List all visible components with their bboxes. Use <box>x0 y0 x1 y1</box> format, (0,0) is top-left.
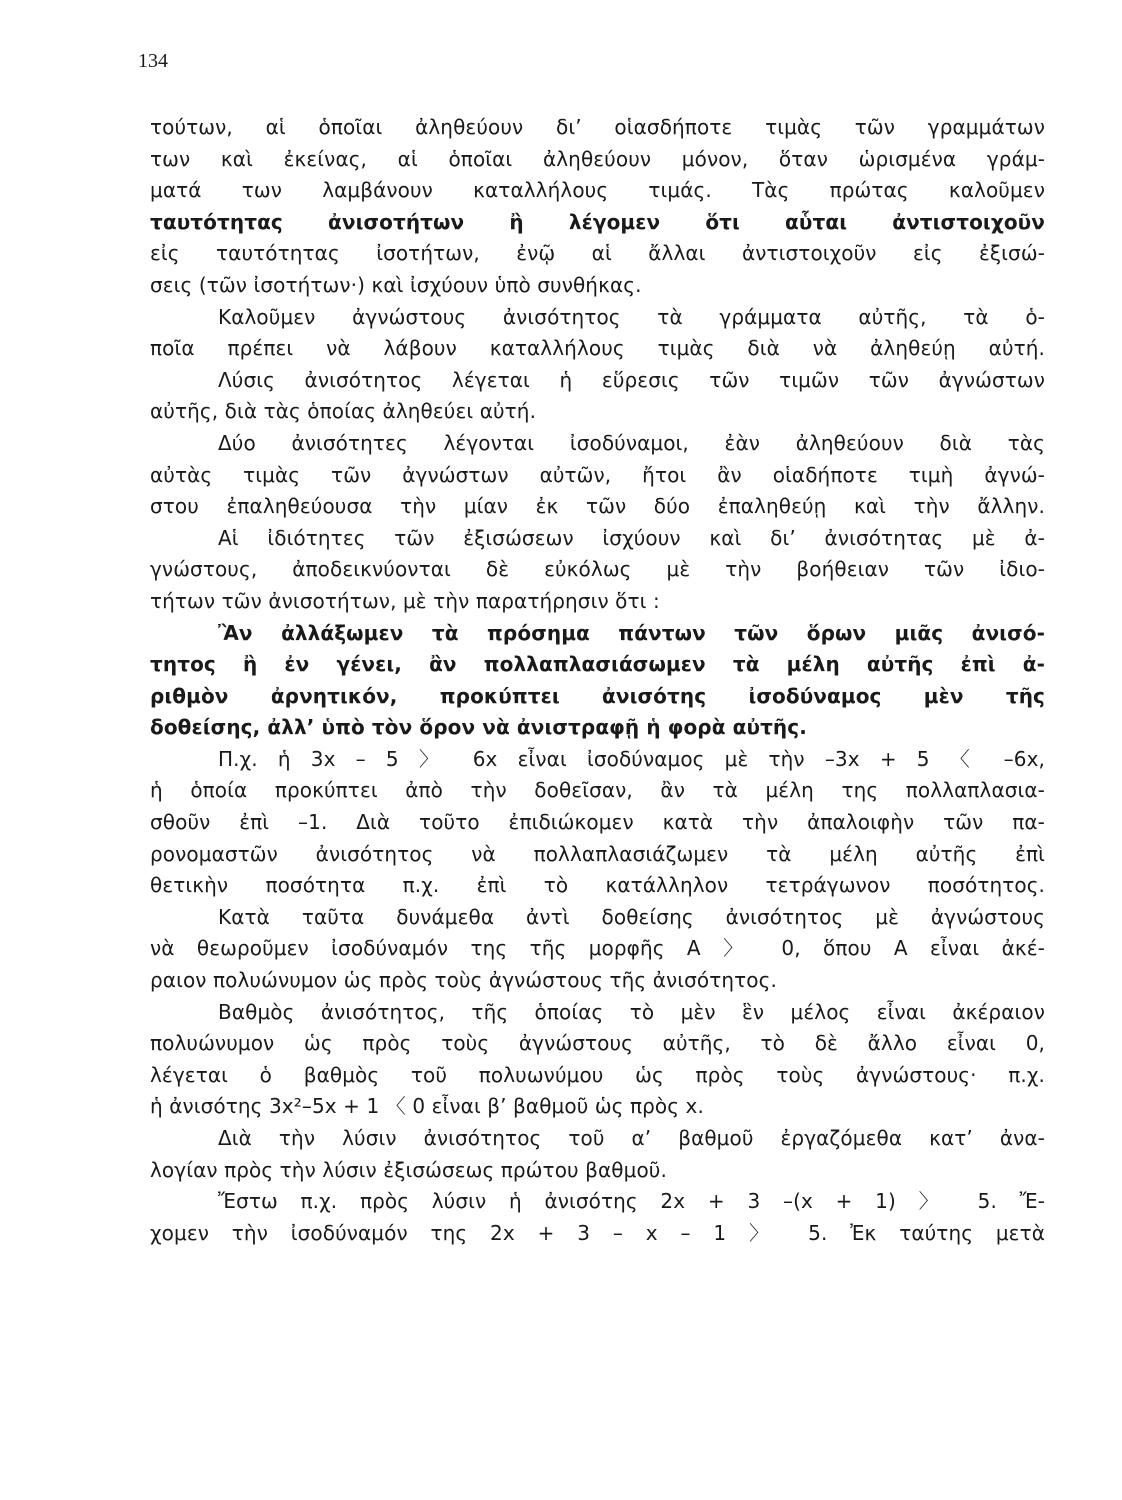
text-line: λογίαν πρὸς τὴν λύσιν ἐξισώσεως πρώτου βαθμοῦ. <box>150 1157 667 1182</box>
text-line: Βαθμὸς ἀνισότητος, τῆς ὁποίας τὸ μὲν ἓν μέλος εἶναι ἀκέραιον <box>218 999 1045 1024</box>
text-line: ριθμὸν ἀρνητικόν, προκύπτει ἀνισότης ἰσοδύναμος μὲν τῆς <box>150 683 1045 708</box>
text-line: ραιον πολυώνυμον ὡς πρὸς τοὺς ἀγνώστους τῆς ἀνισότητος. <box>150 968 777 993</box>
text-line: Λύσις ἀνισότητος λέγεται ἡ εὕρεσις τῶν τιμῶν τῶν ἀγνώστων <box>218 367 1045 392</box>
text-line: των καὶ ἐκείνας, αἱ ὁποῖαι ἀληθεύουν μόνον, ὅταν ὡρισμένα γράμ- <box>150 146 1045 171</box>
text-line: Αἱ ἰδιότητες τῶν ἐξισώσεων ἰσχύουν καὶ δι’ ἀνισότητας μὲ ἀ- <box>218 525 1045 550</box>
text-line: ἡ ὁποία προκύπτει ἀπὸ τὴν δοθεῖσαν, ἂν τὰ μέλη της πολλαπλασια- <box>150 778 1045 803</box>
text-line: αὐτῆς, διὰ τὰς ὁποίας ἀληθεύει αὐτή. <box>150 399 537 424</box>
text-line: Δύο ἀνισότητες λέγονται ἰσοδύναμοι, ἐὰν ἀληθεύουν διὰ τὰς <box>218 430 1045 455</box>
text-line: αὐτὰς τιμὰς τῶν ἀγνώστων αὐτῶν, ἤτοι ἂν οἱαδήποτε τιμὴ ἀγνώ- <box>150 462 1045 487</box>
text-line: στου ἐπαληθεύουσα τὴν μίαν ἐκ τῶν δύο ἐπαληθεύῃ καὶ τὴν ἄλλην. <box>150 494 1045 519</box>
text-line: Καλοῦμεν ἀγνώστους ἀνισότητος τὰ γράμματα αὐτῆς, τὰ ὁ- <box>218 304 1045 329</box>
text-line: Π.χ. ἡ 3x – 5 〉 6x εἶναι ἰσοδύναμος μὲ τὴν –3x + 5 〈 –6x, <box>218 746 1045 771</box>
text-line: Ἔστω π.χ. πρὸς λύσιν ἡ ἀνισότης 2x + 3 –(x + 1) 〉 5. Ἔ- <box>218 1189 1045 1214</box>
text-line: νὰ θεωροῦμεν ἰσοδύναμόν της τῆς μορφῆς A 〉 0, ὅπου A εἶναι ἀκέ- <box>150 936 1045 961</box>
text-line: Ἂν ἀλλάξωμεν τὰ πρόσημα πάντων τῶν ὅρων μιᾶς ἀνισό- <box>218 620 1045 645</box>
text-line: ματά των λαμβάνουν καταλλήλους τιμάς. Τὰς πρώτας καλοῦμεν <box>150 178 1045 203</box>
text-line: εἰς ταυτότητας ἰσοτήτων, ἐνῷ αἱ ἄλλαι ἀντιστοιχοῦν εἰς ἐξισώ- <box>150 241 1045 266</box>
text-line: τητος ἢ ἐν γένει, ἂν πολλαπλασιάσωμεν τὰ μέλη αὐτῆς ἐπὶ ἀ- <box>150 652 1045 677</box>
text-line: Διὰ τὴν λύσιν ἀνισότητος τοῦ α’ βαθμοῦ ἐργαζόμεθα κατ’ ἀνα- <box>218 1126 1045 1150</box>
text-line: σθοῦν ἐπὶ –1. Διὰ τοῦτο ἐπιδιώκομεν κατὰ τὴν ἀπαλοιφὴν τῶν πα- <box>150 810 1045 835</box>
text-line: πολυώνυμον ὡς πρὸς τοὺς ἀγνώστους αὐτῆς, τὸ δὲ ἄλλο εἶναι 0, <box>150 1031 1045 1056</box>
text-line: ταυτότητας ἀνισοτήτων ἢ λέγομεν ὅτι αὗται ἀντιστοιχοῦν <box>150 209 1045 234</box>
text-line: χομεν τὴν ἰσοδύναμόν της 2x + 3 – x – 1 〉 5. Ἐκ ταύτης μετὰ <box>150 1220 1045 1245</box>
text-line: δοθείσης, ἀλλ’ ὑπὸ τὸν ὅρον νὰ ἀνιστραφῇ ἡ φορὰ αὐτῆς. <box>150 715 807 740</box>
page-number: 134 <box>138 50 168 72</box>
text-line: σεις (τῶν ἰσοτήτων·) καὶ ἰσχύουν ὑπὸ συνθήκας. <box>150 272 642 297</box>
text-line: ρονομαστῶν ἀνισότητος νὰ πολλαπλασιάζωμεν τὰ μέλη αὐτῆς ἐπὶ <box>150 841 1045 866</box>
text-line: Κατὰ ταῦτα δυνάμεθα ἀντὶ δοθείσης ἀνισότητος μὲ ἀγνώστους <box>218 904 1045 929</box>
text-line: τούτων, αἱ ὁποῖαι ἀληθεύουν δι’ οἱασδήποτε τιμὰς τῶν γραμμάτων <box>150 115 1045 139</box>
text-line: γνώστους, ἀποδεικνύονται δὲ εὐκόλως μὲ τὴν βοήθειαν τῶν ἰδιο- <box>150 557 1045 582</box>
text-line: θετικὴν ποσότητα π.χ. ἐπὶ τὸ κατάλληλον τετράγωνον ποσότητος. <box>150 873 1045 898</box>
text-line: ποῖα πρέπει νὰ λάβουν καταλλήλους τιμὰς διὰ νὰ ἀληθεύῃ αὐτή. <box>150 336 1045 361</box>
text-line: τήτων τῶν ἀνισοτήτων, μὲ τὴν παρατήρησιν ὅτι : <box>150 588 660 613</box>
text-line: ἡ ἀνισότης 3x²–5x + 1 〈 0 εἶναι β’ βαθμοῦ ὡς πρὸς x. <box>150 1094 704 1119</box>
text-line: λέγεται ὁ βαθμὸς τοῦ πολυωνύμου ὡς πρὸς τοὺς ἀγνώστους· π.χ. <box>150 1062 1045 1087</box>
body-text <box>150 112 1045 1249</box>
